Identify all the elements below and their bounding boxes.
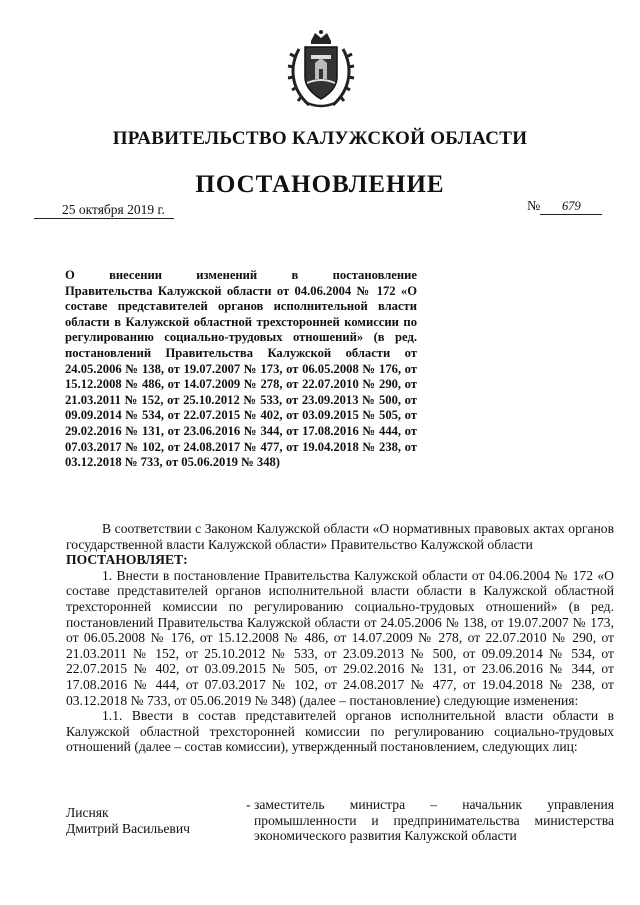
item-1-1: 1.1. Ввести в состав представителей органов исполнительной власти области в Калужской областной трехсторонней комиссии по регулированию социально-трудовых отношений (далее – состав комиссии), утвержденный постановлением, следующих лиц: [66,708,614,755]
item-1: 1. Внести в постановление Правительства Калужской области от 04.06.2004 № 172 «О составе представителей органов исполнительной власти области в Калужской областной трехсторонней комиссии по регулированию социально-трудовых отношений» (в ред. постановлений Правительства Калужской области от 24.05.2006 № 138, от 19.07.2007 № 173, от 06.05.2008 № 176, от 15.12.2008 № 486, от 14.07.2009 № 278, от 22.07.2010 № 290, от 21.03.2011 № 152, от 25.10.2012 № 533, от 23.09.2013 № 500, от 09.09.2014 № 534, от 22.07.2015 № 402, от 03.09.2015 № 505, от 29.02.2016 № 131, от 23.06.2016 № 344, от 17.08.2016 № 444, от 07.03.2017 № 102, от 24.08.2017 № 477, от 19.04.2018 № 238, от 03.12.2018 № 733, от 05.06.2019 № 348) (далее – постановление) следующие изменения: [66,567,614,708]
subject-first-line: О внесении изменений в постановление [65,268,417,282]
document-date: 25 октября 2019 г. [34,202,174,219]
number-value: 679 [540,199,602,215]
subject-text: Правительства Калужской области от 04.06.2004 № 172 «О составе представителей органов исполнительной власти области в Калужской областной трехсторонней комиссии по регулированию социально-трудовых отношений» (в ред. постановлений Правительства Калужской области от 24.05.2006 № 138, от 19.07.2007 № 173, от 06.05.2008 № 176, от 15.12.2008 № 486, от 14.07.2009 № 278, от 22.07.2010 № 290, от 21.03.2011 № 152, от 25.10.2012 № 533, от 23.09.2013 № 500, от 09.09.2014 № 534, от 22.07.2015 № 402, от 03.09.2015 № 505, от 29.02.2016 № 131, от 23.06.2016 № 344, от 17.08.2016 № 444, от 07.03.2017 № 102, от 24.08.2017 № 477, от 19.04.2018 № 238, от 03.12.2018 № 733, от 05.06.2019 № 348) [65,283,417,470]
document-subject [65,268,417,471]
government-title: ПРАВИТЕЛЬСТВО КАЛУЖСКОЙ ОБЛАСТИ [112,128,528,149]
member-dash: - [246,797,251,812]
resolves-heading: ПОСТАНОВЛЯЕТ: [66,552,188,568]
preamble: В соответствии с Законом Калужской области «О нормативных правовых актах органов государственной власти Калужской области» Правительство Калужской области [66,521,614,552]
document-body [66,521,614,755]
document-number [527,199,602,215]
member-name: Лисняк Дмитрий Васильевич [66,805,190,836]
member-position: заместитель министра – начальник управления промышленности и предпринимательства министерства экономического развития Калужской области [254,797,614,844]
coat-of-arms-icon [285,27,357,111]
document-type: ПОСТАНОВЛЕНИЕ [195,171,445,198]
number-label: № [527,199,541,214]
